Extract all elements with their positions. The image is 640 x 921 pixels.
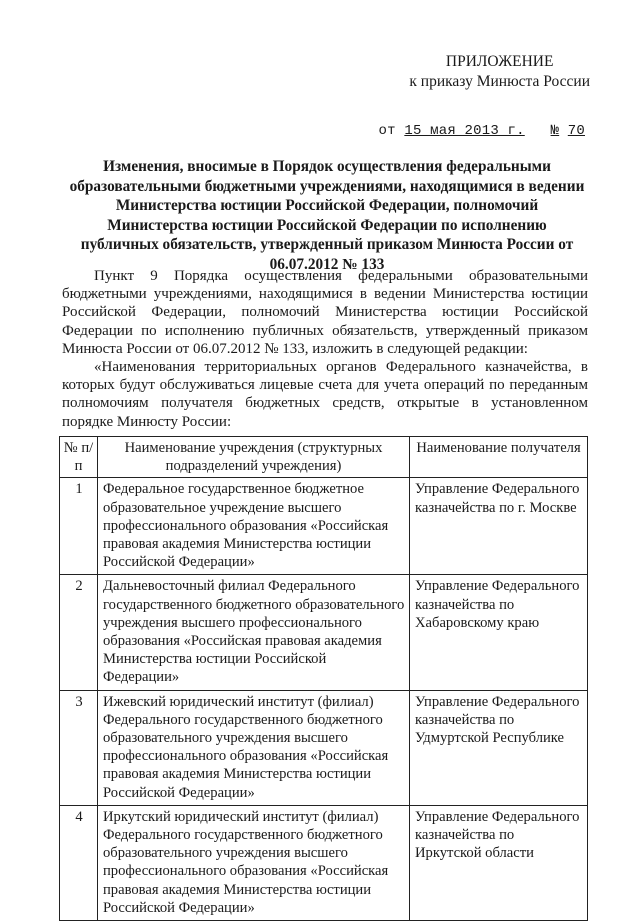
- row-recipient: Управление Федерального казначейства по Хабаровскому краю: [410, 575, 588, 690]
- row-num: 3: [60, 690, 98, 805]
- table-header-row: [60, 437, 588, 478]
- paragraph: Пункт 9 Порядка осуществления федеральными образовательными бюджетными учреждениями, находящимися в ведении Министерства юстиции Российской Федерации, полномочий Министерства юстиции Российской Федерации по исполнению публичных обязательств, утвержденный приказом Минюста России от 06.07.2012 № 133, изложить в следующей редакции:: [62, 268, 588, 357]
- order-prefix: от: [378, 123, 396, 139]
- document-title: Изменения, вносимые в Порядок осуществления федеральными образовательными бюджетными учреждениями, находящимися в ведении Министерства юстиции Российской Федерации, полномочий Министерства юстиции Российской Федерации по исполнению публичных обязательств, утвержденный приказом Минюста России от 06.07.2012 № 133: [69, 158, 585, 273]
- header-institution: Наименование учреждения (структурных подразделений учреждения): [98, 437, 410, 478]
- table-row: [60, 478, 588, 575]
- row-institution: Федеральное государственное бюджетное образовательное учреждение высшего профессионального образования «Российская правовая академия Министерства юстиции Российской Федерации»: [98, 478, 410, 575]
- table-row: [60, 575, 588, 690]
- order-number-label: №: [550, 123, 560, 139]
- row-num: 4: [60, 805, 98, 920]
- row-num: 1: [60, 478, 98, 575]
- header-num: № п/п: [60, 437, 98, 478]
- row-institution: Иркутский юридический институт (филиал) Федерального государственного бюджетного образовательного учреждения высшего профессионального образования «Российская правовая академия Министерства юстиции Российской Федерации»: [98, 805, 410, 920]
- order-line: [379, 123, 585, 139]
- appendix-block: [409, 52, 590, 92]
- table-row: [60, 690, 588, 805]
- row-recipient: Управление Федерального казначейства по Иркутской области: [410, 805, 588, 920]
- appendix-label: ПРИЛОЖЕНИЕ: [445, 53, 554, 70]
- row-recipient: Управление Федерального казначейства по г. Москве: [410, 478, 588, 575]
- order-number: 70: [567, 123, 585, 139]
- row-recipient: Управление Федерального казначейства по Удмуртской Республике: [410, 690, 588, 805]
- row-num: 2: [60, 575, 98, 690]
- row-institution: Дальневосточный филиал Федерального государственного бюджетного образовательного учреждения высшего профессионального образования «Российская правовая академия Министерства юстиции Российской Федерации»: [98, 575, 410, 690]
- table-row: [60, 805, 588, 920]
- appendix-reference: к приказу Минюста России: [409, 73, 590, 90]
- paragraph: «Наименования территориальных органов Федерального казначейства, в которых будут обслуживаться лицевые счета для учета операций по переданным полномочиям получателя бюджетных средств, открытые в установленном порядке Минюсту России:: [62, 359, 588, 430]
- header-recipient: Наименование получателя: [410, 437, 588, 478]
- order-date: 15 мая 2013 г.: [404, 123, 525, 139]
- institutions-table: [59, 436, 588, 921]
- document-body: [62, 267, 588, 431]
- row-institution: Ижевский юридический институт (филиал) Федерального государственного бюджетного образовательного учреждения высшего профессионального образования «Российская правовая академия Министерства юстиции Российской Федерации»: [98, 690, 410, 805]
